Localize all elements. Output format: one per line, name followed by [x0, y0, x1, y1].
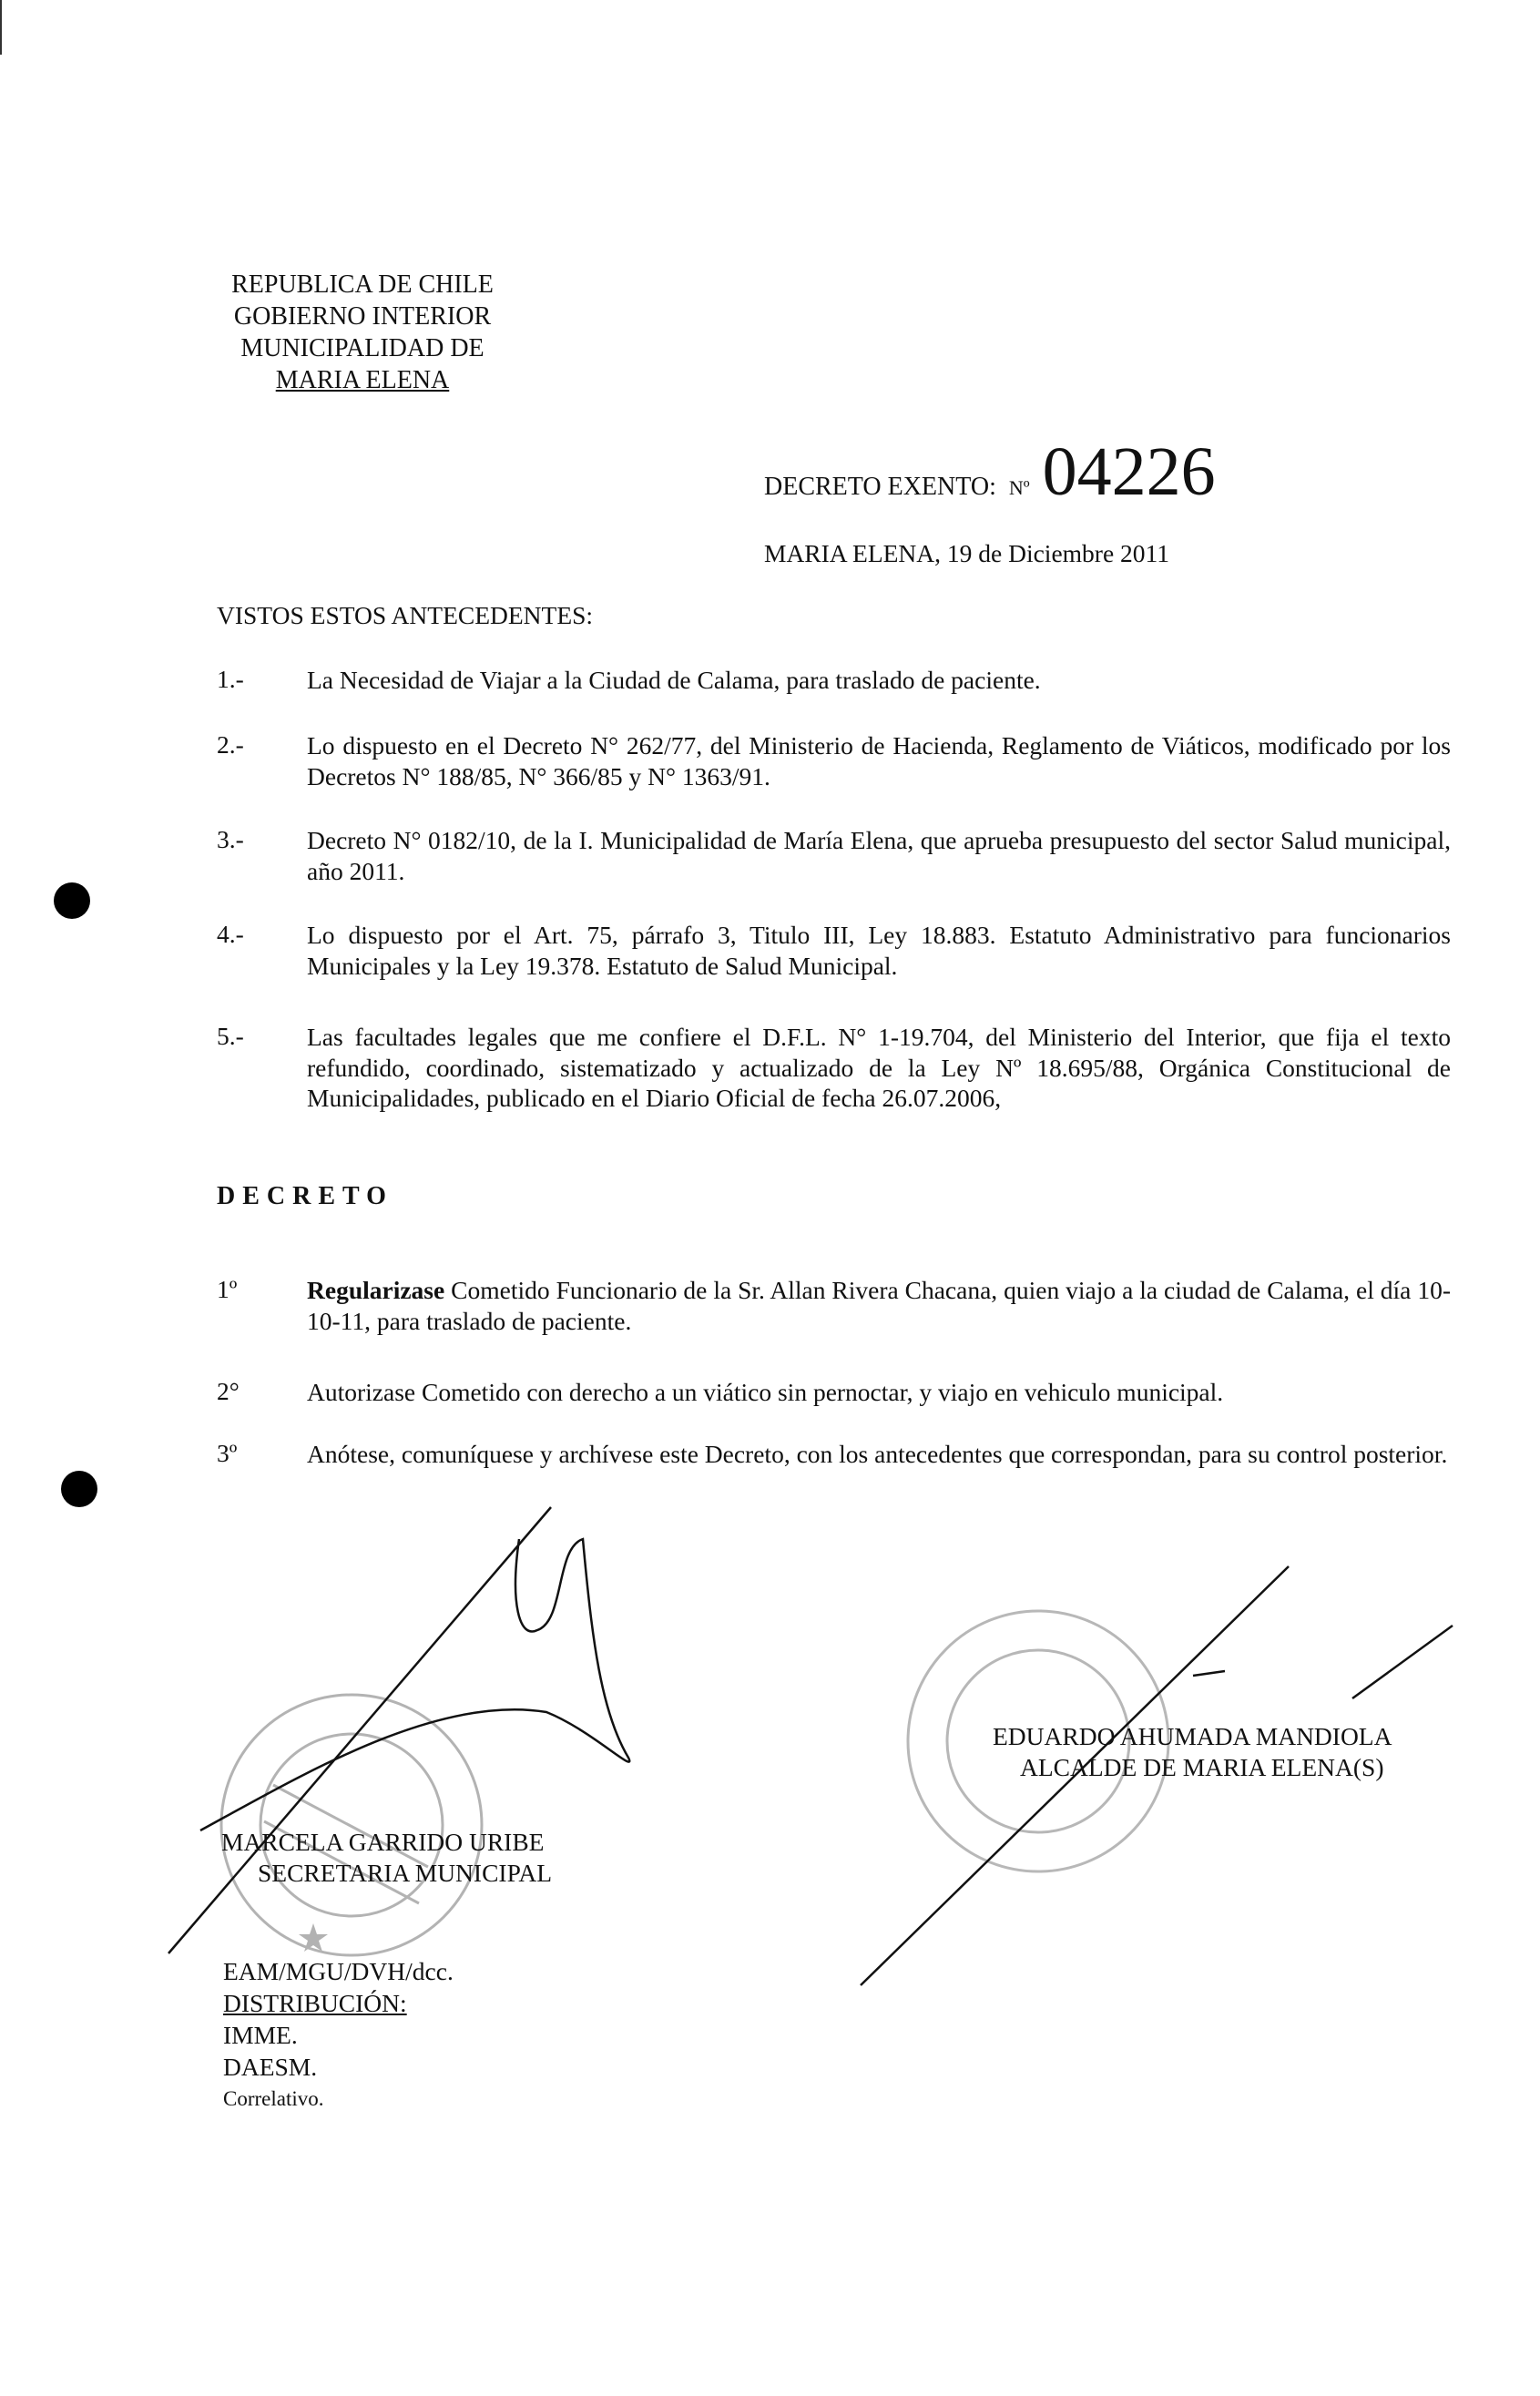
distribution-title: DISTRIBUCIÓN: — [223, 1989, 407, 2017]
item-number: 3.- — [217, 825, 244, 853]
item-text: Autorizase Cometido con derecho a un viático sin pernoctar, y viajo en vehiculo municipal. — [307, 1378, 1224, 1406]
item-text: La Necesidad de Viajar a la Ciudad de Calama, para traslado de paciente. — [307, 666, 1041, 694]
item-number: 1.- — [217, 665, 244, 693]
item-number: 1º — [217, 1275, 238, 1303]
item-number: 5.- — [217, 1022, 244, 1050]
signer-name: MARCELA GARRIDO URIBE — [221, 1828, 545, 1856]
right-signer — [993, 1721, 1392, 1782]
vistos-title: VISTOS ESTOS ANTECEDENTES: — [217, 601, 594, 629]
left-stamp — [221, 1695, 482, 1955]
decree-number-prefix: Nº — [1008, 476, 1030, 499]
left-signer — [221, 1827, 552, 1888]
place-date: MARIA ELENA, 19 de Diciembre 2011 — [764, 539, 1170, 567]
item-text: Lo dispuesto en el Decreto N° 262/77, del Ministerio de Hacienda, Reglamento de Viáticos, modificado por los Decretos N° 188/85, N° 366/85 y N° 1363/91. — [307, 731, 1451, 790]
item-text: Lo dispuesto por el Art. 75, párrafo 3, Titulo III, Ley 18.883. Estatuto Administrativo para funcionarios Municipales y la Ley 19.378. Estatuto de Salud Municipal. — [307, 921, 1451, 980]
footer — [223, 1955, 454, 2115]
item-number: 2.- — [217, 730, 244, 759]
decree-label: DECRETO EXENTO: — [764, 473, 996, 501]
item-number: 4.- — [217, 920, 244, 948]
item-number: 3º — [217, 1439, 238, 1467]
signer-name: EDUARDO AHUMADA MANDIOLA — [993, 1722, 1392, 1750]
letterhead-line: MUNICIPALIDAD DE — [240, 334, 484, 362]
decreto-title: DECRETO — [217, 1182, 393, 1210]
item-body: Cometido Funcionario de la Sr. Allan Rivera Chacana, quien viajo a la ciudad de Calama, el día 10-10-11, para traslado de paciente. — [307, 1276, 1451, 1335]
signer-role: SECRETARIA MUNICIPAL — [258, 1858, 553, 1887]
initials: EAM/MGU/DVH/dcc. — [223, 1957, 454, 1985]
letterhead-line: MARIA ELENA — [275, 366, 450, 394]
distribution-item: Correlativo. — [223, 2087, 324, 2110]
item-bold: Regularizase — [307, 1276, 445, 1304]
letterhead-line: REPUBLICA DE CHILE — [231, 270, 494, 299]
item-text: Las facultades legales que me confiere el D.F.L. N° 1-19.704, del Ministerio del Interior, que fija el texto refundido, coordinado, sistematizado y actualizado de la Ley Nº 18.695/88, Orgánica Constitucional de Municipalidades, publicado en el Diario Oficial de fecha 26.07.2006, — [307, 1023, 1451, 1112]
decree-number: 04226 — [1042, 433, 1216, 510]
letterhead-line: GOBIERNO INTERIOR — [233, 302, 492, 331]
distribution-item: DAESM. — [223, 2053, 318, 2081]
item-number: 2° — [217, 1377, 240, 1405]
item-text: Anótese, comuníquese y archívese este Decreto, con los antecedentes que correspondan, para su control posterior. — [307, 1440, 1448, 1468]
item-text: Decreto N° 0182/10, de la I. Municipalidad de María Elena, que aprueba presupuesto del sector Salud municipal, año 2011. — [307, 826, 1451, 885]
signer-role: ALCALDE DE MARIA ELENA(S) — [1020, 1752, 1384, 1781]
distribution-item: IMME. — [223, 2021, 298, 2049]
